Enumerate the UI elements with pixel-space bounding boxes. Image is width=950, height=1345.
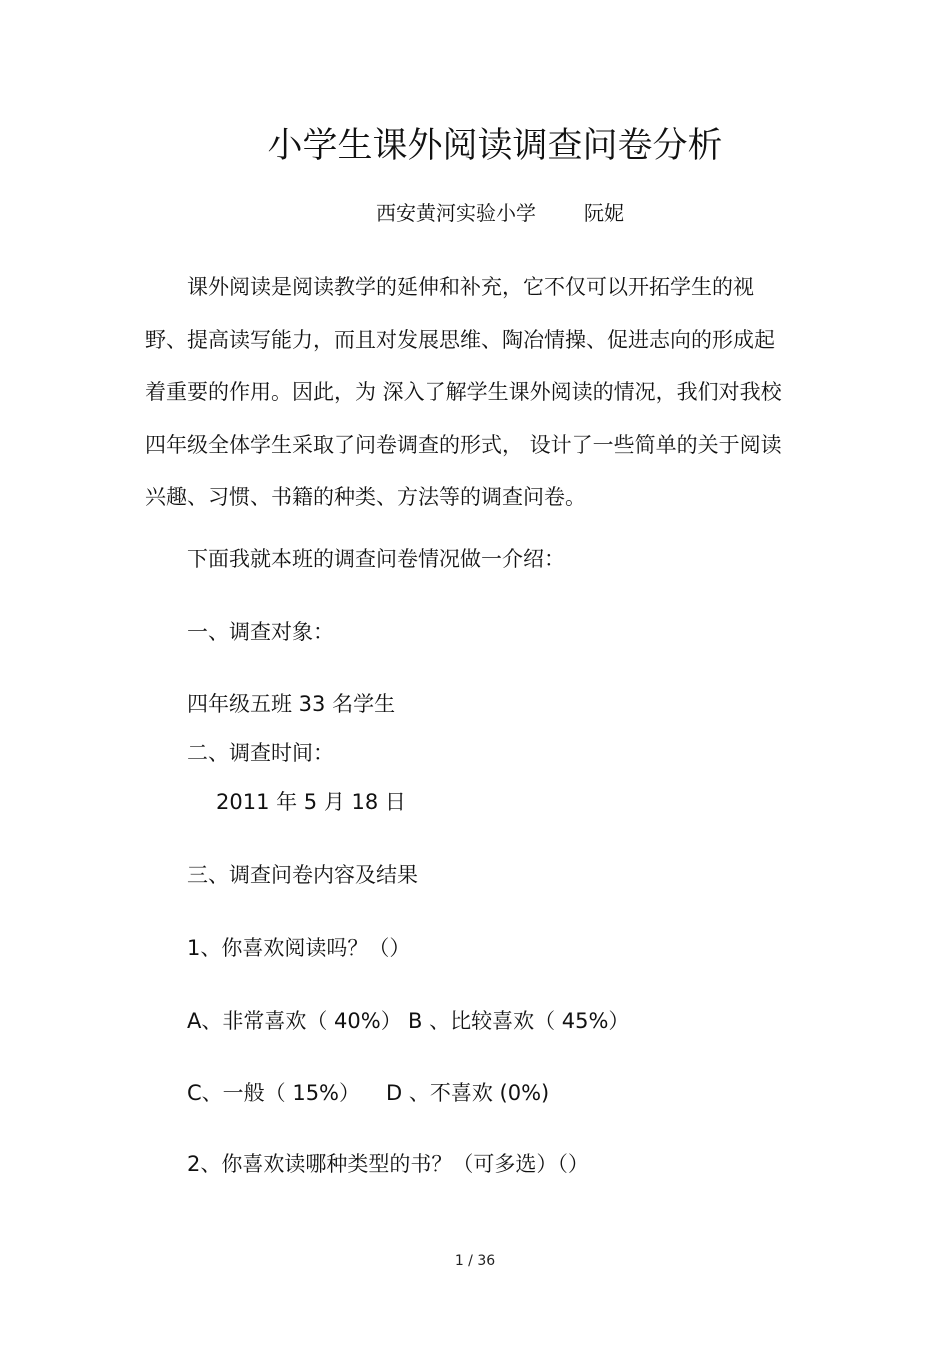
section-body: 四年级五班 33 名学生 bbox=[187, 692, 396, 716]
page-indicator: 1 / 36 bbox=[454, 1253, 496, 1269]
paragraph-line: 四年级全体学生采取了问卷调查的形式， 设计了一些简单的关于阅读 bbox=[145, 432, 782, 457]
document-title: 小学生课外阅读调查问卷分析 bbox=[267, 126, 723, 166]
paragraph-line: 着重要的作用。因此，为 深入了解学生课外阅读的情况，我们对我校 bbox=[145, 380, 782, 404]
option-c: C、一般（ 15%） bbox=[187, 1081, 361, 1105]
option-a: A、非常喜欢（ 40%） bbox=[187, 1009, 402, 1033]
option-b: B 、比较喜欢（ 45%） bbox=[408, 1009, 630, 1033]
paragraph-line: 兴趣、习惯、书籍的种类、方法等的调查问卷。 bbox=[145, 485, 586, 509]
paragraph-line: 野、提高读写能力，而且对发展思维、陶冶情操、促进志向的形成起 bbox=[145, 327, 775, 352]
question-1: 1、你喜欢阅读吗？（） bbox=[187, 936, 411, 960]
section-heading: 二、调查时间： bbox=[187, 741, 334, 765]
option-d: D 、不喜欢 (0%) bbox=[386, 1081, 550, 1105]
author-name: 阮妮 bbox=[584, 201, 624, 225]
intro-paragraph bbox=[145, 261, 795, 524]
question-2: 2、你喜欢读哪种类型的书？（可多选）（） bbox=[187, 1152, 589, 1176]
intro-sentence: 下面我就本班的调查问卷情况做一介绍： bbox=[187, 547, 565, 571]
school-name: 西安黄河实验小学 bbox=[376, 201, 536, 225]
section-body: 2011 年 5 月 18 日 bbox=[216, 790, 406, 814]
section-heading: 一、调查对象： bbox=[187, 620, 334, 644]
section-heading: 三、调查问卷内容及结果 bbox=[187, 863, 418, 887]
paragraph-line: 课外阅读是阅读教学的延伸和补充，它不仅可以开拓学生的视 bbox=[187, 275, 754, 299]
byline bbox=[376, 200, 624, 226]
